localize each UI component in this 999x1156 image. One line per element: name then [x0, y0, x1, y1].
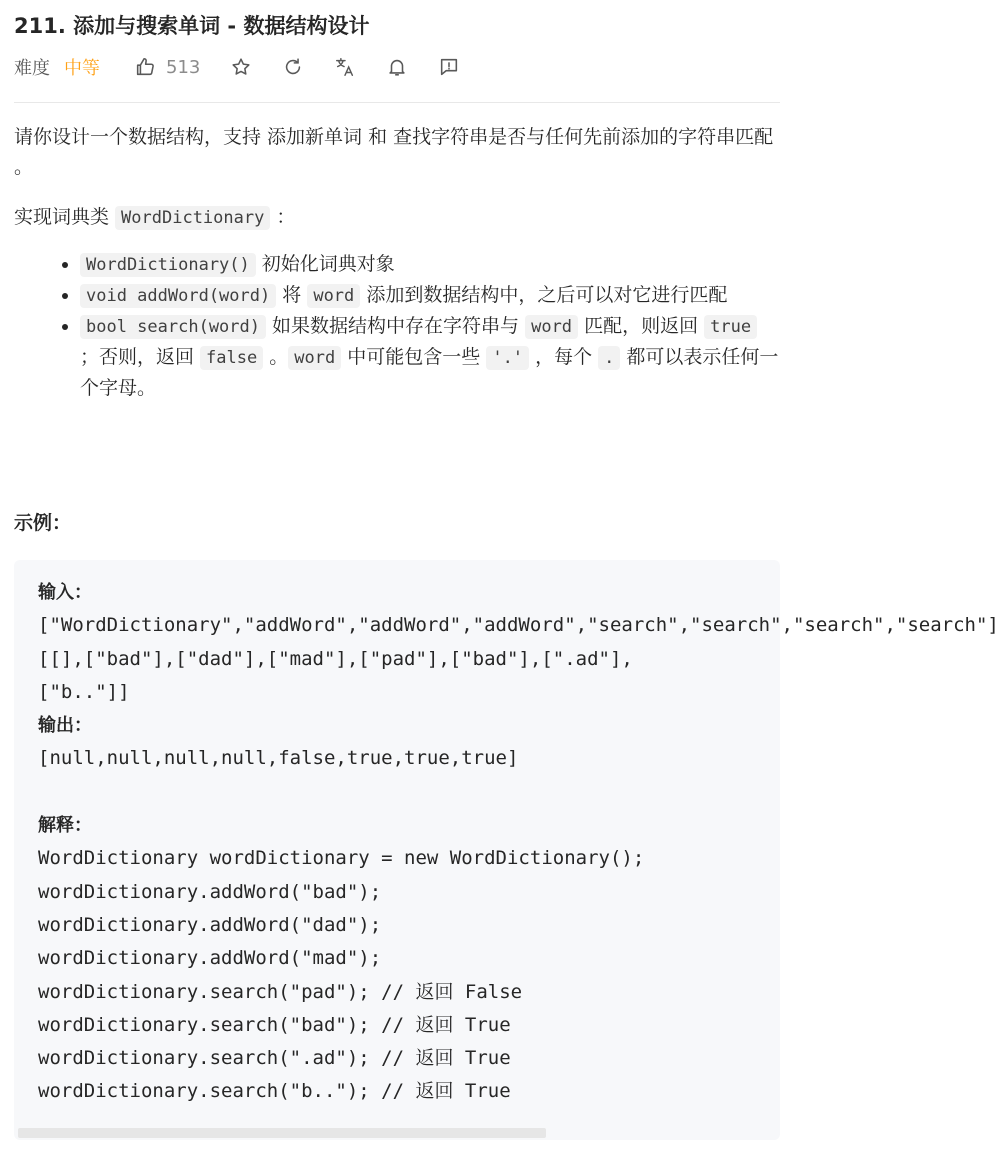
bell-icon[interactable]: [386, 56, 408, 78]
refresh-icon[interactable]: [282, 56, 304, 78]
output-line: [null,null,null,null,false,true,true,true]: [38, 747, 519, 770]
inline-code: word: [288, 346, 341, 370]
input-label: 输入：: [38, 582, 92, 603]
list-item: • bool search(word) 如果数据结构中存在字符串与 word 匹配，则返回 true ；否则，返回 false 。 word 中可能包含一些 '.' ，每个 . 都可以表示任何一个字母。: [80, 311, 782, 403]
example-code-block[interactable]: [14, 560, 999, 1140]
description-intro: 请你设计一个数据结构，支持 添加新单词 和 查找字符串是否与任何先前添加的字符串匹配 。: [14, 126, 774, 178]
problem-title: 211. 添加与搜索单词 - 数据结构设计: [14, 14, 370, 38]
inline-code: WordDictionary: [115, 206, 270, 230]
list-item: • void addWord(word) 将 word 添加到数据结构中，之后可以对它进行匹配: [80, 280, 782, 311]
input-line: ["WordDictionary","addWord","addWord","addWord","search","search","search","search"]: [38, 614, 999, 637]
difficulty-label: 难度: [14, 58, 50, 79]
method-list: [14, 249, 782, 403]
inline-code: .: [598, 346, 620, 370]
inline-code: word: [307, 284, 360, 308]
like-count: 513: [166, 56, 201, 78]
input-line: [[],["bad"],["dad"],["mad"],["pad"],["bad"],[".ad"],: [38, 647, 633, 670]
star-icon[interactable]: [230, 56, 252, 78]
header-divider: [14, 102, 780, 103]
list-item: • WordDictionary() 初始化词典对象: [80, 249, 782, 280]
explanation-line: wordDictionary.addWord("mad");: [38, 947, 382, 970]
inline-code: void addWord(word): [80, 284, 276, 308]
inline-code: false: [200, 346, 263, 370]
feedback-icon[interactable]: [438, 56, 460, 78]
explanation-line: wordDictionary.search(".ad"); // 返回 True: [38, 1047, 511, 1070]
description-class-line: 实现词典类 WordDictionary ：: [14, 206, 296, 228]
inline-code: bool search(word): [80, 315, 266, 339]
inline-code: true: [704, 315, 757, 339]
explanation-line: wordDictionary.search("b.."); // 返回 True: [38, 1080, 511, 1103]
example-heading: 示例：: [14, 512, 72, 534]
inline-code: word: [525, 315, 578, 339]
problem-description: [14, 122, 782, 403]
explanation-line: wordDictionary.addWord("dad");: [38, 913, 382, 936]
difficulty-badge: 中等: [64, 58, 100, 79]
explanation-line: wordDictionary.search("pad"); // 返回 False: [38, 980, 523, 1003]
explanation-label: 解释：: [38, 815, 92, 837]
translate-icon[interactable]: [334, 56, 356, 78]
inline-code: WordDictionary(): [80, 253, 256, 277]
output-label: 输出：: [38, 715, 92, 737]
explanation-line: wordDictionary.addWord("bad");: [38, 880, 382, 903]
input-line: ["b.."]]: [38, 680, 130, 703]
horizontal-scrollbar[interactable]: [18, 1128, 546, 1138]
inline-code: '.': [486, 346, 529, 370]
problem-meta-bar: [14, 52, 460, 82]
thumbs-up-icon[interactable]: [134, 56, 156, 78]
explanation-line: wordDictionary.search("bad"); // 返回 True: [38, 1013, 511, 1036]
explanation-line: WordDictionary wordDictionary = new WordDictionary();: [38, 847, 645, 870]
